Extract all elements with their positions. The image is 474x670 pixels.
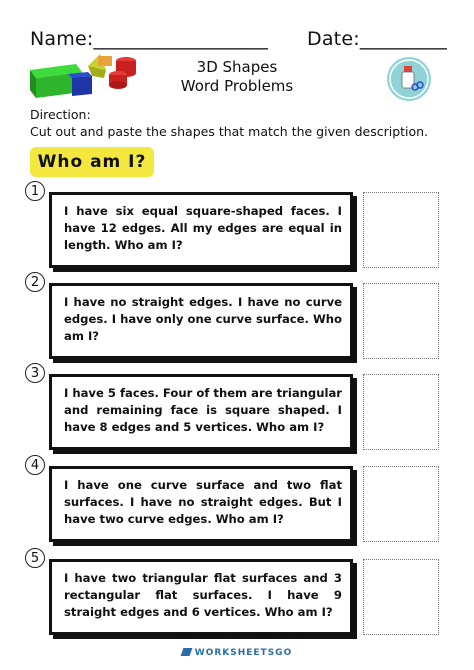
question-text: I have 5 faces. Four of them are triangular and remaining face is square shaped. I have 8 edges and 5 vertices. Who am I? <box>64 386 342 434</box>
question-text: I have no straight edges. I have no curve edges. I have only one curve surface. Who am I? <box>64 295 342 343</box>
question-box <box>49 283 353 359</box>
direction-label: Direction: <box>30 107 91 122</box>
paste-area[interactable] <box>363 559 439 635</box>
question-number: 3 <box>25 363 45 383</box>
paste-area[interactable] <box>363 466 439 542</box>
question-box <box>49 374 353 450</box>
question-box <box>49 192 353 268</box>
question-box <box>49 559 353 635</box>
direction-text: Cut out and paste the shapes that match the given description. <box>30 124 429 139</box>
who-am-i-banner: Who am I? <box>30 147 154 177</box>
footer-brand <box>0 648 474 658</box>
glue-and-scissors-badge-icon <box>386 56 432 102</box>
paste-area[interactable] <box>363 192 439 268</box>
question-box <box>49 466 353 542</box>
title-line-1: 3D Shapes <box>196 58 278 76</box>
paste-area[interactable] <box>363 374 439 450</box>
question-number: 5 <box>25 548 45 568</box>
paste-area[interactable] <box>363 283 439 359</box>
date-field-label: Date:_________ <box>307 28 448 50</box>
brand-logo-icon <box>180 648 192 656</box>
question-text: I have two triangular flat surfaces and 3 rectangular flat surfaces. I have 9 straight edges and 6 vertices. Who am I? <box>64 571 342 619</box>
question-text: I have one curve surface and two flat surfaces. I have no straight edges. But I have two curve edges. Who am I? <box>64 478 342 526</box>
name-field-label: Name:__________________ <box>30 28 269 50</box>
title-line-2: Word Problems <box>180 77 294 95</box>
question-number: 1 <box>25 181 45 201</box>
question-text: I have six equal square-shaped faces. I have 12 edges. All my edges are equal in length. Who am I? <box>64 204 342 252</box>
question-number: 4 <box>25 455 45 475</box>
footer-brand-text: WORKSHEETSGO <box>194 648 293 658</box>
question-number: 2 <box>25 272 45 292</box>
